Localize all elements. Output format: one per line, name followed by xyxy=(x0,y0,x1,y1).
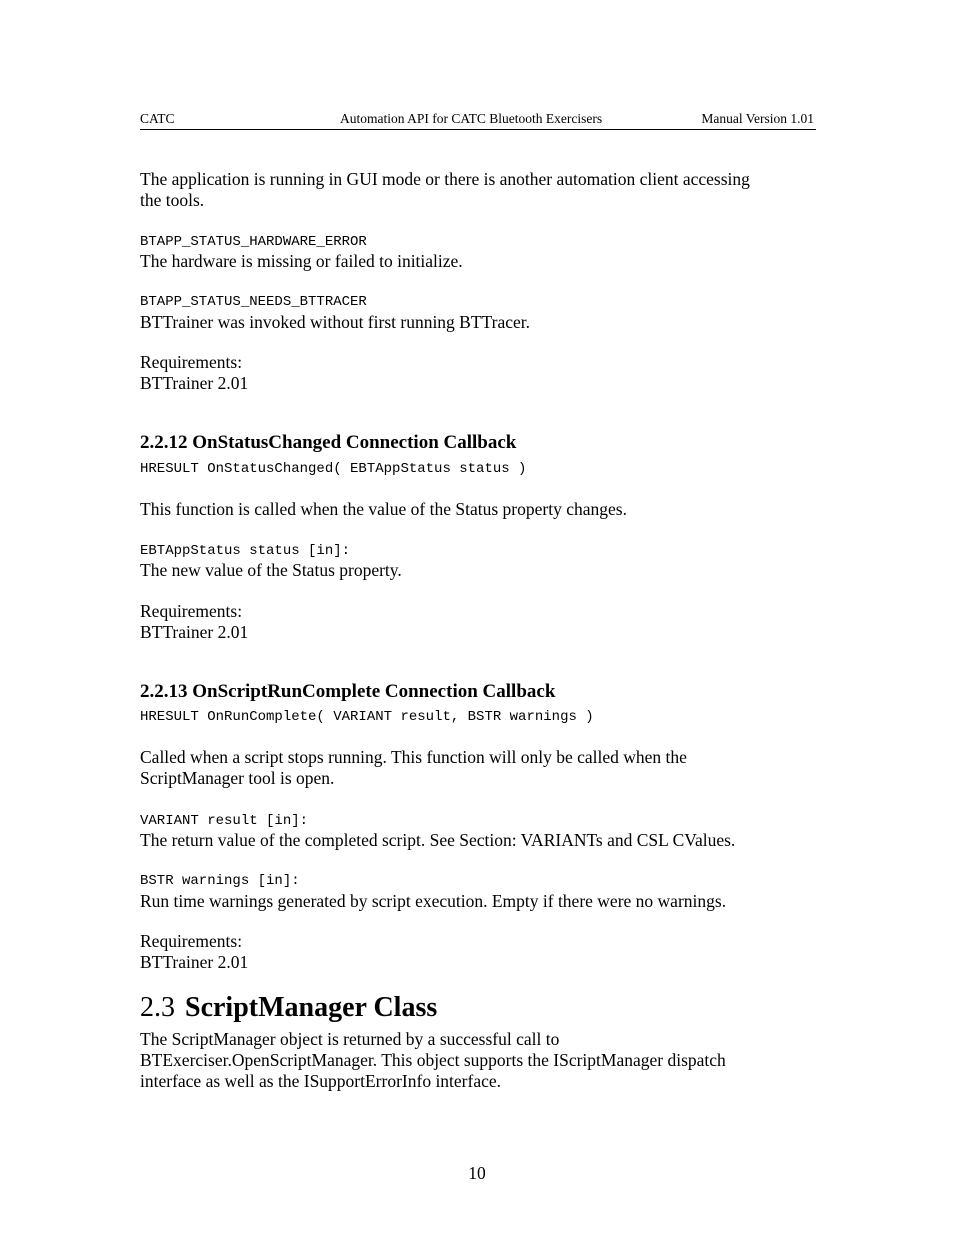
warnings-param-code: BSTR warnings [in]: xyxy=(140,873,300,889)
status-param-description: The new value of the Status property. xyxy=(140,560,402,580)
section-number: 2.3 xyxy=(140,992,175,1023)
page-number: 10 xyxy=(468,1163,486,1183)
hardware-error-description: The hardware is missing or failed to initialize. xyxy=(140,251,463,271)
onruncomplete-signature: HRESULT OnRunComplete( VARIANT result, BSTR warnings ) xyxy=(140,709,594,725)
hardware-error-code: BTAPP_STATUS_HARDWARE_ERROR xyxy=(140,234,367,250)
description-line: ScriptManager tool is open. xyxy=(140,768,335,788)
warnings-param-description: Run time warnings generated by script execution. Empty if there were no warnings. xyxy=(140,891,727,911)
requirements-value: BTTrainer 2.01 xyxy=(140,622,249,642)
description-line: Called when a script stops running. This function will only be called when the xyxy=(140,747,687,767)
section-heading-onstatuschanged: 2.2.12 OnStatusChanged Connection Callback xyxy=(140,432,517,453)
header-manual-version: Manual Version 1.01 xyxy=(701,111,814,126)
intro-line: the tools. xyxy=(140,190,205,210)
description-line: The ScriptManager object is returned by a successful call to xyxy=(140,1029,560,1049)
description-line: BTExerciser.OpenScriptManager. This object supports the IScriptManager dispatch xyxy=(140,1050,726,1070)
onruncomplete-description xyxy=(140,747,800,789)
requirements-label: Requirements: xyxy=(140,931,243,951)
onstatuschanged-signature: HRESULT OnStatusChanged( EBTAppStatus status ) xyxy=(140,461,527,477)
header-company: CATC xyxy=(140,111,175,126)
section-heading-scriptmanager-class xyxy=(140,992,800,1024)
section-title: ScriptManager Class xyxy=(185,992,438,1023)
section-heading-onscriptruncomplete: 2.2.13 OnScriptRunComplete Connection Callback xyxy=(140,681,556,702)
status-param-code: EBTAppStatus status [in]: xyxy=(140,543,351,559)
requirements-value: BTTrainer 2.01 xyxy=(140,952,249,972)
scriptmanager-description xyxy=(140,1029,800,1092)
result-param-description: The return value of the completed script. See Section: VARIANTs and CSL CValues. xyxy=(140,830,736,850)
requirements-label: Requirements: xyxy=(140,601,243,621)
requirements-value: BTTrainer 2.01 xyxy=(140,373,249,393)
page-header xyxy=(140,111,816,130)
result-param-code: VARIANT result [in]: xyxy=(140,813,309,829)
needs-bttracer-description: BTTrainer was invoked without first running BTTracer. xyxy=(140,312,530,332)
intro-paragraph xyxy=(140,169,800,211)
description-line: interface as well as the ISupportErrorInfo interface. xyxy=(140,1071,502,1091)
header-document-title: Automation API for CATC Bluetooth Exercisers xyxy=(340,111,603,126)
onstatuschanged-description: This function is called when the value of the Status property changes. xyxy=(140,499,627,519)
intro-line: The application is running in GUI mode or there is another automation client accessing xyxy=(140,169,750,189)
needs-bttracer-code: BTAPP_STATUS_NEEDS_BTTRACER xyxy=(140,294,367,310)
requirements-label: Requirements: xyxy=(140,352,243,372)
